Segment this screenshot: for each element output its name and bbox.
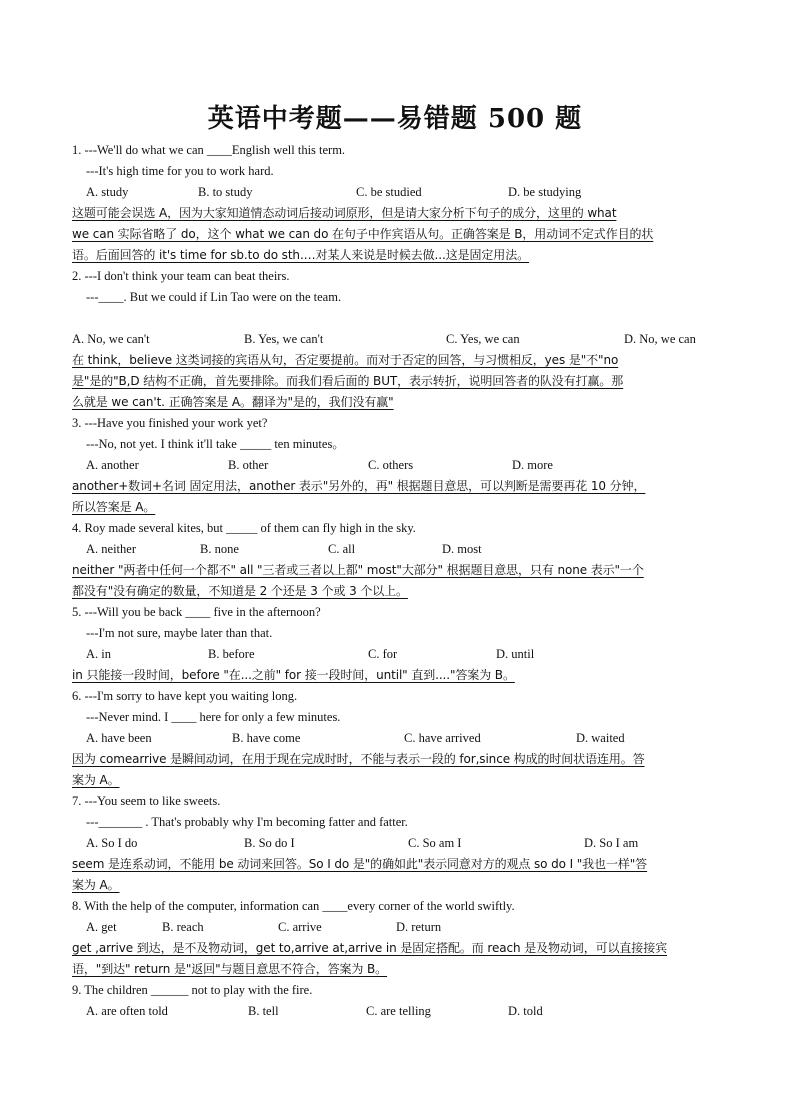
question-stem: 7. ---You seem to like sweets.: [72, 794, 221, 808]
question-stem: 2. ---I don't think your team can beat theirs.: [72, 269, 290, 283]
option-d: D. So I am: [584, 836, 639, 850]
option-b: B. to study: [198, 185, 253, 199]
option-b: B. reach: [162, 920, 204, 934]
options-row: [72, 1001, 722, 1022]
explanation-line: neither "两者中任何一个都不" all "三者或三者以上都" most"大部分" 根据题目意思，只有 none 表示"一个: [72, 563, 644, 577]
option-a: A. get: [86, 920, 117, 934]
option-b: B. So do I: [244, 836, 295, 850]
explanation-line: 案为 A。: [72, 878, 120, 892]
option-b: B. have come: [232, 731, 301, 745]
option-b: B. Yes, we can't: [244, 332, 324, 346]
question-3: [72, 413, 722, 518]
question-1: [72, 140, 722, 266]
explanation-line: in 只能接一段时间，before "在...之前" for 接一段时间，until" 直到...."答案为 B。: [72, 668, 515, 682]
option-d: D. more: [512, 458, 553, 472]
question-dialogue: ---I'm not sure, maybe later than that.: [86, 626, 273, 640]
option-a: A. are often told: [86, 1004, 168, 1018]
options-row: [72, 182, 722, 203]
explanation-line: 都没有"没有确定的数量，不知道是 2 个还是 3 个或 3 个以上。: [72, 584, 408, 598]
question-6: [72, 686, 722, 791]
question-list: [72, 140, 722, 1022]
explanation-line: 语，"到达" return 是"返回"与题目意思不符合，答案为 B。: [72, 962, 388, 976]
options-row: [72, 539, 722, 560]
explanation-line: another+数词+名词 固定用法，another 表示"另外的，再" 根据题目意思，可以判断是需要再花 10 分钟，: [72, 479, 646, 493]
options-row: [72, 917, 722, 938]
option-c: C. all: [328, 542, 356, 556]
page-title: 英语中考题——易错题 500 题: [207, 104, 583, 134]
options-row: [72, 644, 722, 665]
explanation-line: 这题可能会误选 A，因为大家知道情态动词后接动词原形，但是请大家分析下句子的成分，这里的 what: [72, 206, 617, 220]
option-d: D. told: [508, 1004, 543, 1018]
option-d: D. be studying: [508, 185, 582, 199]
options-row: [72, 455, 722, 476]
option-c: C. for: [368, 647, 398, 661]
question-dialogue: ---_______ . That's probably why I'm becoming fatter and fatter.: [86, 815, 408, 829]
explanation-line: 在 think，believe 这类词接的宾语从句，否定要提前。而对于否定的回答，与习惯相反，yes 是"不"no: [72, 353, 619, 367]
option-c: C. So am I: [408, 836, 462, 850]
option-d: D. No, we can: [624, 332, 696, 346]
question-2: [72, 266, 722, 413]
option-c: C. arrive: [278, 920, 322, 934]
question-stem: 1. ---We'll do what we can ____English well this term.: [72, 143, 346, 157]
question-7: [72, 791, 722, 896]
explanation-line: 么就是 we can't. 正确答案是 A。翻译为"是的，我们没有赢": [72, 395, 394, 409]
option-a: A. study: [86, 185, 129, 199]
option-c: C. are telling: [366, 1004, 431, 1018]
explanation-line: we can 实际省略了 do，这个 what we can do 在句子中作宾语从句。正确答案是 B，用动词不定式作目的状: [72, 227, 654, 241]
question-dialogue: ---It's high time for you to work hard.: [86, 164, 274, 178]
option-a: A. in: [86, 647, 111, 661]
option-d: D. waited: [576, 731, 625, 745]
option-b: B. before: [208, 647, 255, 661]
option-b: B. none: [200, 542, 239, 556]
option-a: A. So I do: [86, 836, 138, 850]
option-a: A. another: [86, 458, 139, 472]
question-stem: 9. The children ______ not to play with the fire.: [72, 983, 313, 997]
option-d: D. until: [496, 647, 535, 661]
question-4: [72, 518, 722, 602]
options-row: [72, 728, 722, 749]
explanation-line: 语。后面回答的 it's time for sb.to do sth.…对某人来说是时候去做...这是固定用法。: [72, 248, 530, 262]
option-c: C. have arrived: [404, 731, 481, 745]
option-c: C. Yes, we can: [446, 332, 520, 346]
option-c: C. be studied: [356, 185, 422, 199]
option-d: D. most: [442, 542, 482, 556]
question-5: [72, 602, 722, 686]
question-stem: 3. ---Have you finished your work yet?: [72, 416, 268, 430]
option-a: A. No, we can't: [72, 332, 150, 346]
question-dialogue: ---Never mind. I ____ here for only a few minutes.: [86, 710, 341, 724]
question-stem: 8. With the help of the computer, information can ____every corner of the world swiftly.: [72, 899, 515, 913]
blank-gap: [72, 308, 722, 329]
explanation-line: seem 是连系动词，不能用 be 动词来回答。So I do 是"的确如此"表示同意对方的观点 so do I "我也一样"答: [72, 857, 648, 871]
option-b: B. other: [228, 458, 269, 472]
question-dialogue: ---____. But we could if Lin Tao were on the team.: [86, 290, 342, 304]
question-stem: 5. ---Will you be back ____ five in the afternoon?: [72, 605, 321, 619]
explanation-line: get ,arrive 到达，是不及物动词，get to,arrive at,arrive in 是固定搭配。而 reach 是及物动词，可以直接接宾: [72, 941, 668, 955]
question-stem: 6. ---I'm sorry to have kept you waiting long.: [72, 689, 298, 703]
option-a: A. have been: [86, 731, 152, 745]
option-d: D. return: [396, 920, 442, 934]
option-c: C. others: [368, 458, 414, 472]
option-b: B. tell: [248, 1004, 279, 1018]
options-row: [72, 329, 722, 350]
question-dialogue: ---No, not yet. I think it'll take _____ ten minutes。: [86, 437, 345, 451]
explanation-line: 所以答案是 A。: [72, 500, 156, 514]
explanation-line: 是"是的"B,D 结构不正确，首先要排除。而我们看后面的 BUT，表示转折，说明回答者的队没有打赢。那: [72, 374, 624, 388]
explanation-line: 案为 A。: [72, 773, 120, 787]
question-9: [72, 980, 722, 1022]
options-row: [72, 833, 722, 854]
option-a: A. neither: [86, 542, 136, 556]
question-stem: 4. Roy made several kites, but _____ of them can fly high in the sky.: [72, 521, 416, 535]
explanation-line: 因为 comearrive 是瞬间动词，在用于现在完成时时，不能与表示一段的 for,since 构成的时间状语连用。答: [72, 752, 645, 766]
question-8: [72, 896, 722, 980]
